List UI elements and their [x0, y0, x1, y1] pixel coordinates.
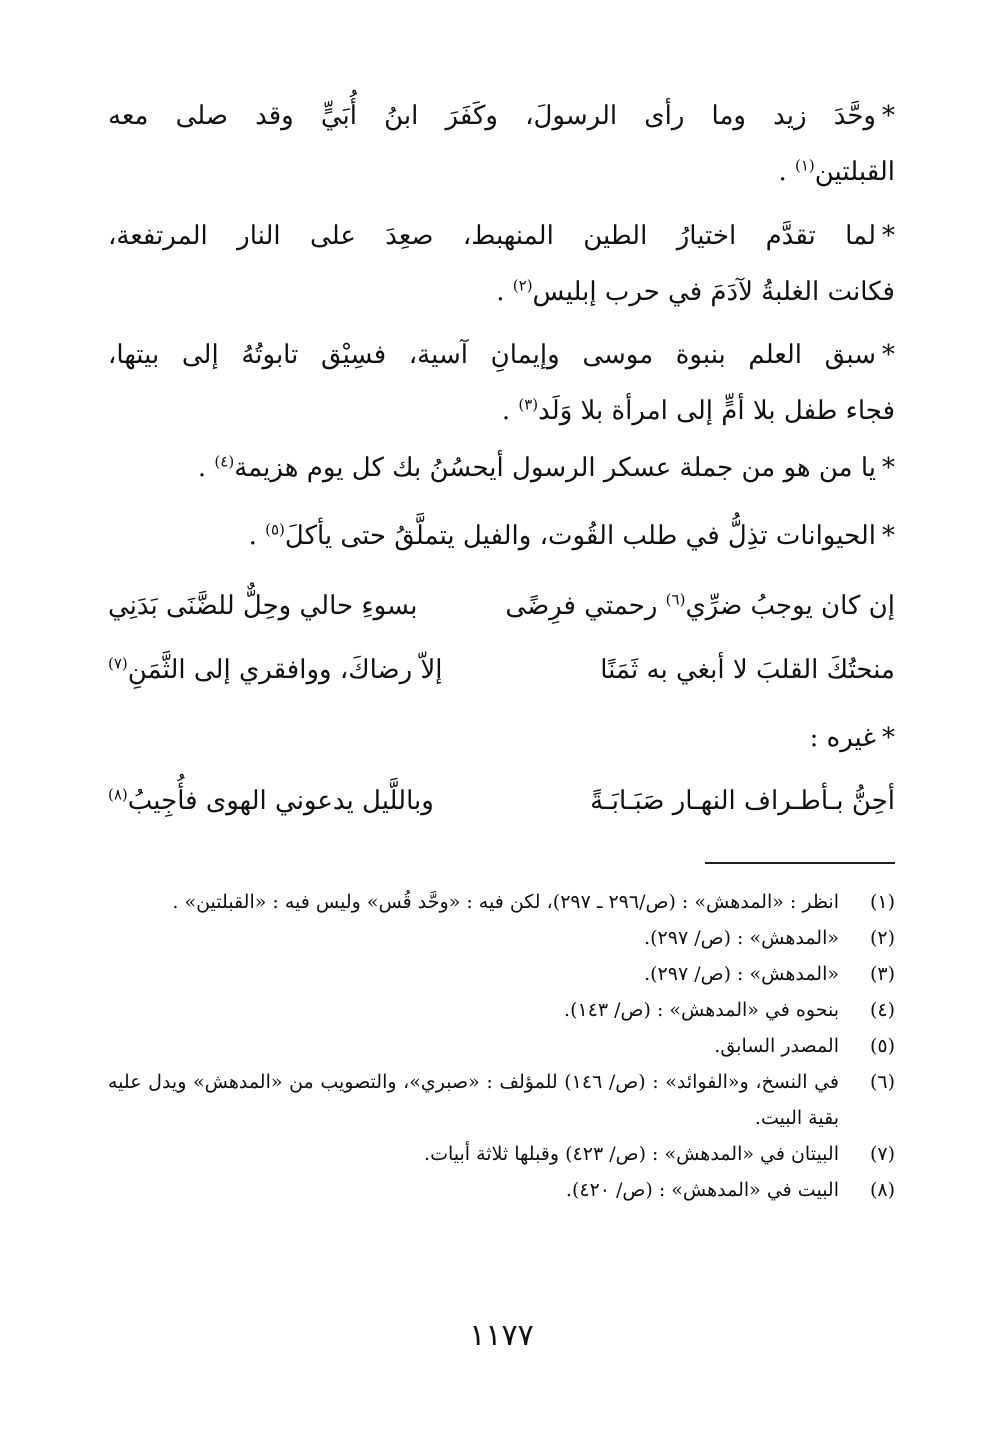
footnotes: [108, 884, 895, 1208]
asterisk-icon: *: [882, 221, 895, 251]
paragraph-1: [108, 88, 895, 200]
footnote-ref: (٦): [665, 590, 686, 609]
asterisk-icon: *: [882, 723, 895, 753]
paragraph-4: [108, 440, 895, 496]
footnote-text: «المدهش» : (ص/ ٢٩٧).: [644, 927, 839, 949]
paragraph-line: *سبق العلم بنبوة موسى وإيمانِ آسية، فسِيْق تابوتُهُ إلى بيتها،: [108, 340, 895, 370]
footnote-number: (٦): [869, 1071, 895, 1093]
footnote-item: [108, 1172, 895, 1208]
footnote-item: [108, 1028, 895, 1064]
paragraph-2: [108, 208, 895, 320]
footnote-text: البيت في «المدهش» : (ص/ ٤٢٠).: [565, 1179, 839, 1201]
footnote-text: البيتان في «المدهش» : (ص/ ٤٢٣) وقبلها ثلاثة أبيات.: [424, 1143, 839, 1165]
footnote-ref: (٧): [108, 654, 128, 673]
footnote-ref: (٢): [512, 276, 533, 295]
footnote-text: بنحوه في «المدهش» : (ص/ ١٤٣).: [564, 999, 839, 1021]
verse-first-hemistich: منحتُكَ القلبَ لا أبغي به ثَمَنًا: [600, 655, 895, 685]
asterisk-icon: *: [882, 521, 895, 551]
asterisk-icon: *: [882, 340, 895, 370]
footnote-number: (٧): [869, 1143, 895, 1165]
footnote-text: انظر : «المدهش» : (ص/٢٩٦ ـ ٢٩٧)، لكن فيه : «وحَّد قُس» وليس فيه : «القبلتين» .: [172, 891, 839, 913]
footnote-ref: (٤): [214, 452, 235, 471]
footnote-ref: (٨): [108, 785, 128, 804]
footnote-item: [108, 1136, 895, 1172]
footnote-item: [108, 884, 895, 920]
paragraph-line: فجاء طفل بلا أمٍّ إلى امرأة بلا وَلَد$^{(٣)}$ .: [501, 395, 895, 426]
footnote-ref: (٥): [265, 520, 285, 539]
verse-first-hemistich: إن كان يوجبُ ضرِّي$^{(٦)}$ رحمتي فرِضًى: [505, 590, 895, 621]
paragraph-line: *يا من هو من جملة عسكر الرسول أيحسُنُ بك كل يوم هزيمة$^{(٤)}$ .: [197, 452, 895, 483]
paragraph-line: *وحَّدَ زيد وما رأى الرسولَ، وكَفَرَ ابنُ أُبَيٍّ وقد صلى معه: [108, 101, 895, 131]
paragraph-5: [108, 508, 895, 564]
verse-line: [108, 578, 895, 634]
verse-second-hemistich: بسوءِ حالي وحِلٌّ للضَّنَى بَدَنِي: [108, 591, 418, 621]
paragraph-line: القبلتين$^{(١)}$ .: [778, 156, 895, 187]
footnote-text: «المدهش» : (ص/ ٢٩٧).: [644, 963, 839, 985]
paragraph-line: *الحيوانات تذِلُّ في طلب القُوت، والفيل يتملَّقُ حتى يأكلَ$^{(٥)}$ .: [248, 520, 895, 551]
verse-line: [108, 642, 895, 698]
footnote-item: [108, 992, 895, 1028]
footnote-number: (٥): [869, 1035, 895, 1057]
verse-second-hemistich: وباللَّيل يدعوني الهوى فأُجِيبُ$^{(٨)}$: [108, 785, 434, 816]
footnote-number: (٣): [869, 963, 895, 985]
paragraph-3: [108, 327, 895, 439]
verse-line: [108, 773, 895, 829]
footnote-number: (٢): [869, 927, 895, 949]
verse-first-hemistich: أحِنُّ بـأطـراف النهـار صَبَـابَـةً: [590, 786, 895, 816]
footnote-text: في النسخ، و«الفوائد» : (ص/ ١٤٦) للمؤلف : «صبري»، والتصويب من «المدهش» ويدل عليه بقية البيت.: [108, 1071, 839, 1129]
footnote-item: [108, 920, 895, 956]
paragraph-line: فكانت الغلبةُ لآدَمَ في حرب إبليس$^{(٢)}$ .: [496, 276, 895, 307]
footnote-number: (٤): [869, 999, 895, 1021]
footnote-number: (١): [869, 891, 895, 913]
book-page: [108, 0, 895, 1447]
footnote-text: المصدر السابق.: [714, 1035, 839, 1057]
asterisk-icon: *: [882, 101, 895, 131]
other-heading: *غيره :: [809, 723, 895, 753]
footnote-number: (٨): [869, 1179, 895, 1201]
asterisk-icon: *: [882, 453, 895, 483]
paragraph-line: *لما تقدَّم اختيارُ الطين المنهبط، صعِدَ على النار المرتفعة،: [108, 221, 895, 251]
footnote-item: [108, 956, 895, 992]
footnote-item: [108, 1064, 895, 1136]
verse-second-hemistich: إلاّ رضاكَ، ووافقري إلى الثَّمَنِ$^{(٧)}$: [108, 654, 443, 685]
page-number: ١١٧٧: [469, 1318, 534, 1353]
footnote-divider: [705, 862, 895, 864]
footnote-ref: (٣): [518, 395, 539, 414]
footnote-ref: (١): [794, 156, 815, 175]
